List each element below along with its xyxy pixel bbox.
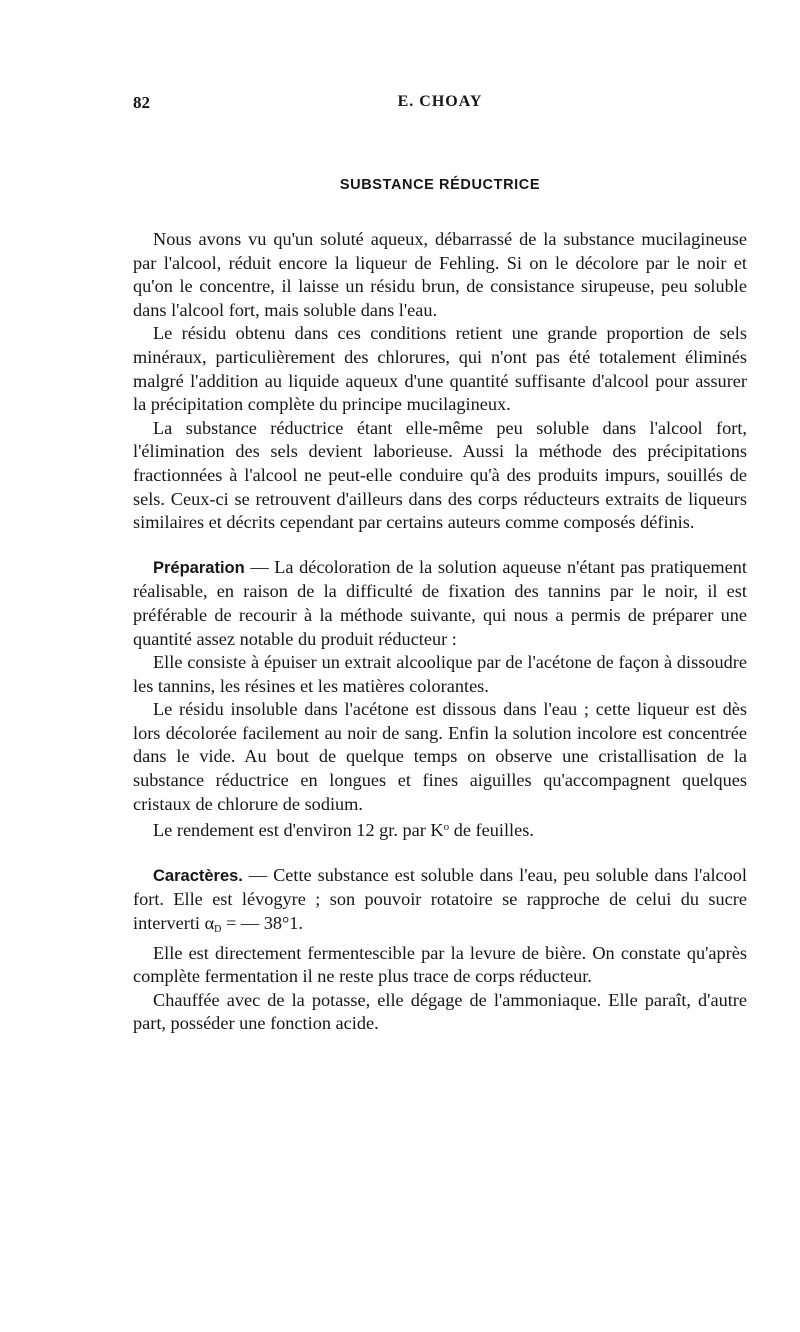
paragraph-preparation — [133, 556, 747, 651]
section-title: SUBSTANCE RÉDUCTRICE — [339, 177, 541, 193]
preparation-heading: Préparation — [153, 558, 245, 577]
yield-text: Le rendement est d'environ 12 gr. par K — [153, 820, 444, 841]
paragraph-crystallisation: Le résidu insoluble dans l'acétone est dissous dans l'eau ; cette liqueur est dès lors décolorée facilement au noir de sang. Enfin la solution incolore est concentrée dans le vide. Au bout de quelque temps on observe une cristallisation de la substance réductrice en longues et fines aiguilles qu'accompagnent quelques cristaux de chlorure de sodium. — [133, 699, 747, 814]
characters-heading: Caractères. — [153, 866, 243, 885]
paragraph-intro: Nous avons vu qu'un soluté aqueux, débarrassé de la substance mucilagineuse par l'alcool, réduit encore la liqueur de Fehling. Si on le décolore par le noir et qu'on le concentre, il laisse un résidu brun, de consistance sirupeuse, peu soluble dans l'alcool fort, mais soluble dans l'eau. — [133, 229, 747, 320]
paragraph-characters — [133, 864, 747, 942]
page-number: 82 — [133, 93, 150, 112]
paragraph-residue: Le résidu obtenu dans ces conditions retient une grande proportion de sels minéraux, particulièrement des chlorures, qui n'ont pas été totalement éliminés malgré l'addition au liquide aqueux d'une quantité suffisante d'alcool pour assurer la précipitation complète du principe mucilagineux. — [133, 323, 747, 415]
yield-superscript: o — [443, 821, 450, 834]
paragraph-reducing-substance: La substance réductrice étant elle-même peu soluble dans l'alcool fort, l'élimination des sels devient laborieuse. Aussi la méthode des précipitations fractionnées à l'alcool ne peut-elle conduire qu'à des produits impurs, souillés de sels. Ceux-ci se retrouvent d'ailleurs dans des corps réducteurs extraits de liqueurs similaires et décrits cependant par certains auteurs comme composés définis. — [133, 417, 747, 533]
paragraph-potash: Chauffée avec de la potasse, elle dégage de l'ammoniaque. Elle paraît, d'autre part, posséder une fonction acide. — [133, 989, 747, 1034]
characters-text-end: = — 38°1. — [221, 913, 303, 934]
yield-text-end: de feuilles. — [449, 820, 534, 841]
running-head: E. CHOAY — [397, 93, 483, 110]
preparation-text: — La décoloration de la solution aqueuse n'étant pas pratiquement réalisable, en raison de la difficulté de fixation des tannins par le noir, il est préférable de recourir à la méthode suivante, qui nous a permis de préparer une quantité assez notable du produit réducteur : — [133, 556, 747, 649]
characters-text: — Cette substance est soluble dans l'eau, peu soluble dans l'alcool fort. Elle est lévogyre ; son pouvoir rotatoire se rapproche de celui du sucre interverti α — [133, 864, 747, 934]
paragraph-fermentation: Elle est directement fermentescible par la levure de bière. On constate qu'après complète fermentation il ne reste plus trace de corps réducteur. — [133, 942, 747, 987]
body-text — [133, 228, 747, 1036]
paragraph-yield — [133, 816, 747, 843]
page-header — [133, 93, 747, 117]
alpha-subscript: D — [214, 924, 222, 936]
paragraph-acetone: Elle consiste à épuiser un extrait alcoolique par de l'acétone de façon à dissoudre les tannins, les résines et les matières colorantes. — [133, 652, 747, 696]
